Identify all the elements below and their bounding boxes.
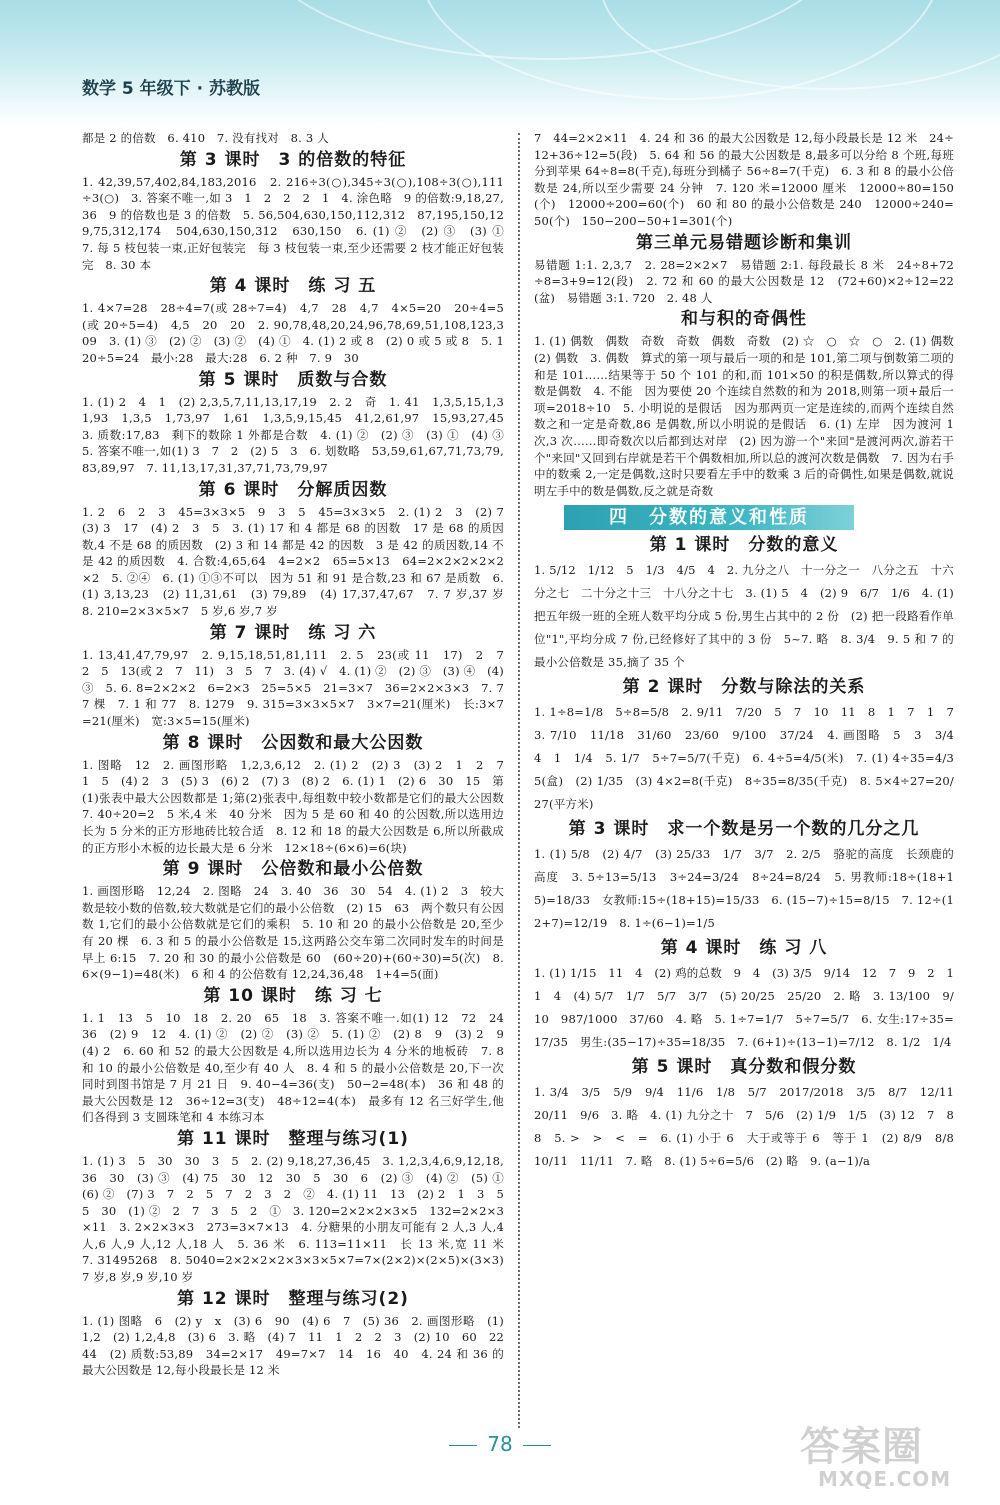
answer-text: 1. (1) 1/15 11 4 (2) 鸡的总数 9 4 (3) 3/5 9/14 12 7 9 2 11 4 (4) 5/7 1/7 5/7 3/7 (5) 20/25 25/20 2. 略 3. 13/100 9/10 987/1000 37/60 4. 略 5. 1÷7=1/7 5÷7=5/7 6. 女生:17÷35=17/35 男生:(35−17)÷35=18/35 7. (6+1)÷(13−1)=7/12 8. 1/2 1/4 xyxy=(534,966,954,1050)
chapter-banner: 四 分数的意义和性质 xyxy=(564,505,854,530)
section-title: 第 10 课时 练 习 七 xyxy=(203,985,383,1006)
answer-text: 1. 3/4 3/5 5/9 9/4 11/6 1/8 5/7 2017/2018 3/5 8/7 12/11 20/11 9/6 3. 略 4. (1) 九分之十 7 5/6 (2) 1/9 1/5 (3) 12 7 8 8 5. > > < = 6. (1) 小于 6 大于或等于 6 等于 1 (2) 8/9 8/8 10/11 11/11 7. 略 8. (1) 5÷6=5/6 (2) 略 9. (a−1)/a xyxy=(534,1085,966,1169)
header-band xyxy=(0,0,1000,125)
page-number-value: 78 xyxy=(487,1432,513,1456)
answer-text: 1. 画图形略 12,24 2. 图略 24 3. 40 36 30 54 4. (1) 2 3 较大数是较小数的倍数,较大数就是它们的最小公倍数 (2) 15 63 两个数只有公因数 1,它们的最小公倍数就是它们的乘积 5. 10 和 20 的最小公倍数是 20,至少有 20 棵 6. 3 和 5 的最小公倍数是 15,这两路公交车第二次同时发车的时间是早上 6:15 7. 20 和 30 的最小公倍数是 60 (60÷20)+(60÷30)=5(次) 8. 6×(9−1)=48(米) 6 和 4 的公倍数有 12,24,36,48 1+4=5(面) xyxy=(82,884,504,982)
answer-text: 1. (1) 图略 6 (2) y x (3) 6 90 (4) 6 7 (5) 36 2. 画图形略 (1) 1,2 (2) 1,2,4,8 (3) 6 3. 略 (4) 7 11 1 2 2 3 (2) 10 60 22 44 (2) 质数:53,89 34=2×17 49=7×7 14 16 40 4. 24 和 36 的最大公因数是 12,每小段最长是 12 米 xyxy=(82,1313,516,1378)
answer-text: 易错题 1:1. 2,3,7 2. 28=2×2×7 易错题 2:1. 每段最长 8 米 24÷8+72÷8=3+9=12(段) 2. 72 和 60 的最大公因数是 12 (72+60)×2÷12=22(盆) 易错题 3:1. 720 2. 48 人 xyxy=(534,257,954,305)
answer-text: 1. 5/12 1/12 5 1/3 4/5 4 2. 九分之八 十一分之一 八分之五 十六分之七 二十分之十三 十八分之十七 3. (1) 5 4 (2) 9 6/7 1/6 4. (1) 把五年级一班的全班人数平均分成 5 份,男生占其中的 2 份 (2) 把一段路看作单位"1",平均分成 7 份,已经修好了其中的 3 份 5~7. 略 8. 3/4 9. 5 和 7 的最小公倍数是 35,摘了 35 个 xyxy=(534,563,954,670)
answer-text: 7 44=2×2×11 4. 24 和 36 的最大公因数是 12,每小段最长是 12 米 24÷12+36÷12=5(段) 5. 64 和 56 的最大公因数是 8,最多可以分给 8 个班,每班分到苹果 64÷8=8(千克),每班分到橘子 56÷8=7(千克) 6. 3 和 8 的最小公倍数是 24,所以至少需要 24 分钟 7. 120 米=12000 厘米 12000÷80=150(个) 12000÷200=60(个) 60 和 80 的最小公倍数是 240 12000÷240=50(个) 150−200−50+1=301(个) xyxy=(534,131,954,228)
left-column xyxy=(82,130,516,1379)
section-title: 第 8 课时 公因数和最大公因数 xyxy=(162,732,424,753)
answer-text: 1. 1 13 5 10 18 2. 20 65 18 3. 答案不唯一.如(1) 12 72 24 36 (2) 9 12 4. (1) ② (2) ② (3) ② 5. (1) ② (2) 8 9 (3) 2 9 (4) 2 6. 60 和 52 的最大公因数是 4,所以选用边长为 4 分米的地板砖 7. 8 和 10 的最小公倍数是 40,至少有 40 人 8. 4 和 5 的最小公倍数是 20,下一次同时到图书馆是 7 月 21 日 9. 40−4=36(支) 50−2=48(本) 36 和 48 的最大公因数是 12 36÷12=3(支) 48÷12=4(本) 最多有 12 名三好学生,他们各得到 3 支圆珠笔和 4 本练习本 xyxy=(82,1010,516,1125)
section-title: 第三单元易错题诊断和集训 xyxy=(636,232,852,253)
answer-text: 1. 图略 12 2. 画图形略 1,2,3,6,12 2. (1) 2 (2) 3 (3) 2 1 2 7 1 5 (4) 2 3 (5) 3 (6) 2 (7) 3 (8) 2 6. (1) 1 (2) 6 30 15 第(1)张表中最大公因数都是 1;第(2)张表中,每组数中较小数都是它们的最大公因数 7. 40÷20=2 5 米,4 米 40 分米 因为 5 是 60 和 40 的公因数,所以选用边长为 5 分米的正方形地砖比较合适 8. 12 和 18 的最大公因数是 6,所以所截成的正方形小木板的边长最大是 6 分米 12×18÷(6×6)=6(块) xyxy=(82,757,516,855)
page-number-dash xyxy=(523,1445,551,1446)
answer-text: 1. (1) 偶数 偶数 奇数 奇数 偶数 奇数 (2) ☆ ○ ☆ ○ 2. (1) 偶数 (2) 偶数 3. 偶数 算式的第一项与最后一项的和是 101,第二项与倒数第二项的和是 101……结果等于 50 个 101 的和,而 101×50 的积是偶数,所以算式的得数是偶数 4. 不能 因为要使 20 个连续自然数的和为 2018,则第一项+最后一项=2018÷10 5. 小明说的是假话 因为那两页一定是连续的,而两个连续自然数之和一定是奇数,86 是偶数,所以小明说的是假话 6. (1) 左岸 因为渡河 1 次,3 次……即奇数次以后都到达对岸 (2) 因为游一个"来回"是渡河两次,游若干个"来回"又回到右岸就是若干个偶数相加,所以总的渡河次数是偶数 7. 因为右手中的数乘 2,一定是偶数,这时只要看左手中的数乘 3 后的奇偶性,如果是偶数,就说明左手中的数是偶数,反之就是奇数 xyxy=(534,334,966,498)
answer-text: 1. 42,39,57,402,84,183,2016 2. 216÷3(○),345÷3(○),108÷3(○),111÷3(○) 3. 答案不唯一,如 3 1 2 2 2 1 4. 涂色略 9 的倍数:9,18,27,36 9 的倍数也是 3 的倍数 5. 56,504,630,150,112,312 87,195,150,129,75,312,174 504,630,150,312 630,150 6. (1) ② (2) ③ (3) ① 7. 每 5 枝包装一束,正好包装完 每 3 枝包装一束,至少还需要 2 枝才能正好包装完 8. 30 本 xyxy=(82,174,516,272)
book-title: 数学 5 年级下 · 苏教版 xyxy=(82,79,260,99)
column-divider xyxy=(518,133,520,1428)
section-title: 第 4 课时 练 习 八 xyxy=(660,938,828,959)
section-title: 第 5 课时 真分数和假分数 xyxy=(631,1057,857,1078)
answer-text: 都是 2 的倍数 6. 410 7. 没有找对 8. 3 人 xyxy=(82,131,329,145)
section-title: 和与积的奇偶性 xyxy=(681,309,807,330)
section-title: 第 3 课时 3 的倍数的特征 xyxy=(179,149,407,170)
section-title: 第 6 课时 分解质因数 xyxy=(198,479,388,500)
watermark-url: MXQE.COM xyxy=(818,1467,952,1491)
section-title: 第 5 课时 质数与合数 xyxy=(198,369,388,390)
answer-text: 1. 4×7=28 28÷4=7(或 28÷7=4) 4,7 28 4,7 4×5=20 20÷4=5(或 20÷5=4) 4,5 20 20 2. 90,78,48,20,24,96,78,69,51,108,123,309 3. (1) ③ (2) ② (3) ② (4) ① 4. (1) 2 或 8 (2) 0 或 5 或 8 5. 120÷5=24 最小:28 最大:28 6. 2 种 7. 9 30 xyxy=(82,301,504,365)
answer-text: 1. 13,41,47,79,97 2. 9,15,18,51,81,111 2. 5 23(或 11 17) 2 7 2 5 13(或 2 7 11) 3 5 7 3. (4) √ 4. (1) ② (2) ③ (3) ④ (4) ③ 5. 6. 8=2×2×2 6=2×3 25=5×5 21=3×7 36=2×2×3×3 7. 77 棵 7. 1 和 77 8. 1279 9. 315=3×3×5×7 3×7=21(厘米) 长:3×7=21(厘米) 宽:3×5=15(厘米) xyxy=(82,647,516,729)
answer-text: 1. (1) 5/8 (2) 4/7 (3) 25/33 1/7 3/7 2. 2/5 骆驼的高度 长颈鹿的高度 3. 5÷13=5/13 3÷24=3/24 8÷24=8/24 5. 男教师:18÷(18+15)=18/33 女教师:15÷(18+15)=15/33 6. (15−7)÷15=8/15 7. 12÷(12+7)=12/19 8. 1÷(6−1)=1/5 xyxy=(534,847,954,931)
right-column xyxy=(534,130,966,1173)
answer-text: 1. 2 6 2 3 45=3×3×5 9 3 5 45=3×3×5 2. (1) 2 3 (2) 7 (3) 3 17 (4) 2 3 5 3. (1) 17 和 4 都是 68 的因数 17 是 68 的质因数,4 不是 68 的质因数 (2) 3 和 14 都是 42 的因数 3 是 42 的质因数,14 不是 42 的质因数 4. 合数:4,65,64 4=2×2 65=5×13 64=2×2×2×2×2×2 5. ②④ 6. (1) ①③不可以 因为 51 和 91 是合数,23 和 67 是质数 6. (1) 3,13,23 (2) 11,31,61 (3) 79,89 (4) 17,37,47,67 7. 7 岁,37 岁 8. 210=2×3×5×7 5 岁,6 岁,7 岁 xyxy=(82,504,516,619)
section-title: 第 9 课时 公倍数和最小公倍数 xyxy=(162,859,424,880)
answer-text: 1. 1÷8=1/8 5÷8=5/8 2. 9/11 7/20 5 7 10 11 8 1 7 1 7 3. 7/10 11/18 31/60 23/60 9/100 37/24 4. 画图略 5 3 3/4 4 1 1/4 5. 1/7 5÷7=5/7(千克) 6. 4÷5=4/5(米) 7. (1) 4÷35=4/35(盒) (2) 1/35 (3) 4×2=8(千克) 8÷35=8/35(千克) 8. 5×4÷27=20/27(平方米) xyxy=(534,705,966,812)
page-number-dash xyxy=(449,1445,477,1446)
answer-text: 1. (1) 2 4 1 (2) 2,3,5,7,11,13,17,19 2. 2 奇 1. 41 1,3,5,15,1,31,93 1,3,5 1,73,97 1,61 1,3,5,9,15,45 41,2,61,97 15,93,27,45 3. 质数:17,83 剩下的数除 1 外都是合数 4. (1) ② (2) ③ (3) ① (4) ③ 5. 答案不唯一,如(1) 3 7 2 (2) 5 3 6. 划数略 53,59,61,67,71,73,79,83,89,97 7. 11,13,17,31,37,71,73,79,97 xyxy=(82,394,516,475)
section-title: 第 11 课时 整理与练习(1) xyxy=(177,1128,409,1149)
section-title: 第 12 课时 整理与练习(2) xyxy=(177,1288,409,1309)
answer-text: 1. (1) 3 5 30 30 3 5 2. (2) 9,18,27,36,45 3. 1,2,3,4,6,9,12,18,36 30 (3) ③ (4) 75 30 12 30 5 30 6 (2) ③ (4) ② (5) ① (6) ② (7) 3 7 2 5 7 2 3 2 ② 4. (1) 11 13 (2) 2 1 3 5 5 30 (1) ② 2 7 3 5 2 ① 3. 120=2×2×2×3×5 132=2×2×3×11 3. 2×2×3×3 273=3×7×13 4. 分糖果的小朋友可能有 2 人,3 人,4 人,6 人,9 人,12 人,18 人 5. 36 米 6. 113=11×11 长 13 米,宽 11 米 7. 31495268 8. 5040=2×2×2×2×3×3×5×7=7×(2×2)×(2×5)×(3×3) 7 岁,8 岁,9 岁,10 岁 xyxy=(82,1153,516,1285)
watermark-text: 答案圈 xyxy=(800,1424,923,1470)
section-title: 第 3 课时 求一个数是另一个数的几分之几 xyxy=(568,819,920,840)
section-title: 第 7 课时 练 习 六 xyxy=(209,622,377,643)
section-title: 第 2 课时 分数与除法的关系 xyxy=(622,677,866,698)
section-title: 第 4 课时 练 习 五 xyxy=(209,276,377,297)
section-title: 第 1 课时 分数的意义 xyxy=(649,535,839,556)
watermark-logo xyxy=(800,1415,985,1495)
